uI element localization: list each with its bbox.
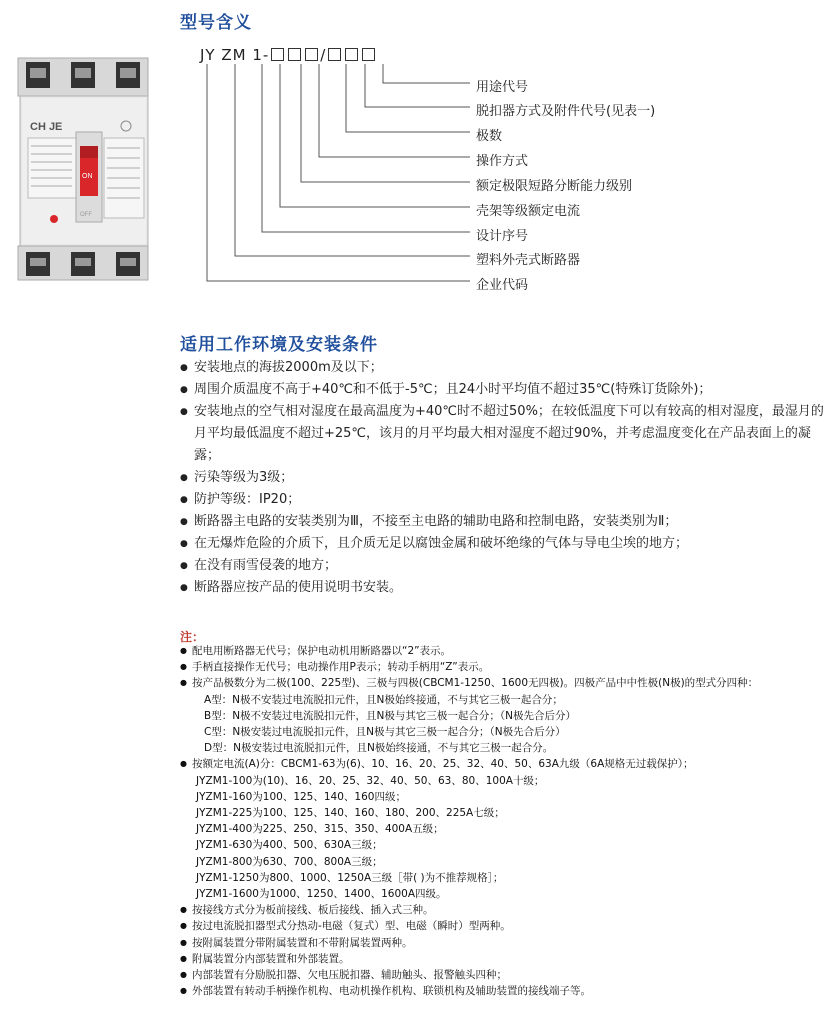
note-line: JYZM1-400为225、250、315、350、400A五级； — [196, 823, 444, 836]
notes-list — [180, 643, 830, 999]
env-item: ● 防护等级：IP20； — [180, 489, 828, 511]
note-line: D型：N极安装过电流脱扣元件，且N极始终接通，不与其它三极一起合分。 — [204, 742, 554, 755]
model-label-4: 额定极限短路分断能力级别 — [476, 179, 633, 194]
env-item: ● 断路器主电路的安装类别为Ⅲ，不接至主电路的辅助电路和控制电路，安装类别为Ⅱ； — [180, 511, 828, 533]
note-line: ● 按产品极数分为二极(100、225型)、三极与四极(CBCM1-1250、1600无四极)。四极产品中中性极(N极)的型式分四种： — [180, 675, 830, 691]
env-item: ● 安装地点的空气相对湿度在最高温度为+40℃时不超过50%；在较低温度下可以有较高的相对湿度，最湿月的月平均最低温度不超过+25℃，该月的月平均最大相对湿度不超过90%，并考虑温度变化在产品表面上的凝露； — [180, 401, 828, 467]
note-line: ● 附属装置分内部装置和外部装置。 — [180, 951, 830, 967]
model-code-connectors — [0, 0, 840, 300]
model-label-0: 用途代号 — [476, 80, 529, 95]
env-item: ● 安装地点的海拔2000m及以下； — [180, 357, 828, 379]
note-line: JYZM1-1250为800、1000、1250A三级［带( )为不推荐规格］； — [196, 871, 504, 884]
model-label-3: 操作方式 — [476, 154, 529, 169]
note-line: JYZM1-100为(10)、16、20、25、32、40、50、63、80、100A十级； — [196, 774, 545, 787]
note-line: ● 按额定电流(A)分：CBCM1-63为(6)、10、16、20、25、32、40、50、63A九级（6A规格无过载保护）； — [180, 756, 830, 772]
model-label-5: 壳架等级额定电流 — [476, 204, 581, 219]
section-title-model: 型号含义 — [180, 13, 252, 33]
env-item: ● 周围介质温度不高于+40℃和不低于-5℃；且24小时平均值不超过35℃(特殊订货除外)； — [180, 379, 828, 401]
note-line: ● 外部装置有转动手柄操作机构、电动机操作机构、联锁机构及辅助装置的接线端子等。 — [180, 983, 830, 999]
note-line: C型：N极安装过电流脱扣元件，且N极与其它三极一起合分；（N极先合后分） — [204, 726, 566, 739]
note-line: JYZM1-225为100、125、140、160、180、200、225A七级； — [196, 807, 505, 820]
env-item: ● 在无爆炸危险的介质下，且介质无足以腐蚀金属和破坏绝缘的气体与导电尘埃的地方； — [180, 533, 828, 555]
brand-logo: CH JE — [30, 121, 63, 133]
model-label-7: 塑料外壳式断路器 — [476, 253, 581, 268]
env-item: ● 污染等级为3级； — [180, 467, 828, 489]
model-label-2: 极数 — [476, 129, 503, 144]
env-item: ● 断路器应按产品的使用说明书安装。 — [180, 577, 828, 599]
svg-text:OFF: OFF — [80, 212, 92, 218]
note-line: ● 配电用断路器无代号；保护电动机用断路器以“2”表示。 — [180, 643, 830, 659]
env-item: ● 在没有雨雪侵袭的地方； — [180, 555, 828, 577]
note-line: JYZM1-630为400、500、630A三级； — [196, 839, 383, 852]
note-line: ● 按过电流脱扣器型式分热动-电磁（复式）型、电磁（瞬时）型两种。 — [180, 918, 830, 934]
note-line: ● 按附属装置分带附属装置和不带附属装置两种。 — [180, 935, 830, 951]
model-code-prefix: JY ZM 1- — [200, 46, 270, 64]
note-line: ● 按接线方式分为板前接线、板后接线、插入式三种。 — [180, 902, 830, 918]
model-label-8: 企业代码 — [476, 278, 529, 293]
note-line: JYZM1-1600为1000、1250、1400、1600A四级。 — [196, 888, 447, 901]
svg-text:ON: ON — [82, 173, 93, 180]
note-line: JYZM1-160为100、125、140、160四级； — [196, 790, 406, 803]
model-code-separator: / — [320, 46, 327, 64]
note-line: ● 内部装置有分励脱扣器、欠电压脱扣器、辅助触头、报警触头四种； — [180, 967, 830, 983]
note-line: A型：N极不安装过电流脱扣元件，且N极始终接通，不与其它三极一起合分； — [204, 693, 563, 706]
model-label-6: 设计序号 — [476, 229, 529, 244]
notes-title: 注： — [180, 630, 205, 644]
note-line: B型：N极不安装过电流脱扣元件，且N极与其它三极一起合分；（N极先合后分） — [204, 709, 577, 722]
env-list — [180, 357, 828, 599]
note-line: ● 手柄直接操作无代号；电动操作用P表示；转动手柄用“Z”表示。 — [180, 659, 830, 675]
note-line: JYZM1-800为630、700、800A三级； — [196, 855, 383, 868]
section-title-env: 适用工作环境及安装条件 — [180, 335, 378, 355]
model-label-1: 脱扣器方式及附件代号(见表一) — [476, 104, 656, 119]
